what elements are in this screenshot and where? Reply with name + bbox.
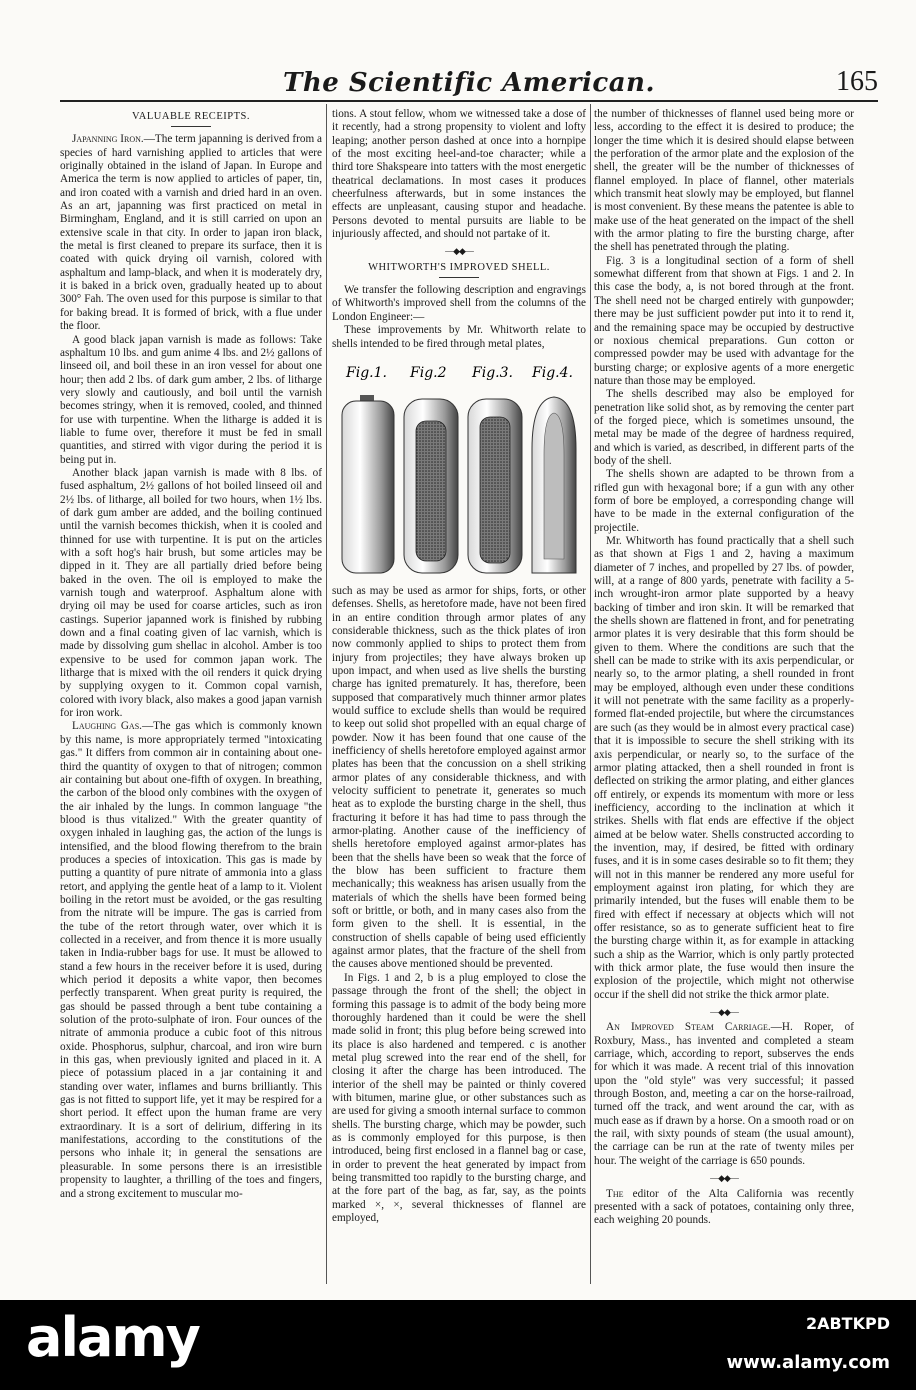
fig3-section <box>468 399 522 573</box>
fig1-shell <box>342 395 394 573</box>
paragraph: tions. A stout fellow, whom we witnessed take a dose of it recently, had a strong propensity to violent and lofty leaping; another person dashed at once into a hornpipe of the most exciting heel-and-toe character; while a third tore Shakspeare into tatters with the most energetic theatrical declamations. In most cases it produces cheerfulness afterwards, but in some instances the effects are unpleasant, causing stupor and headache. Persons devoted to mental pursuits are liable to be injuriously affected, and should not partake of it. <box>332 108 586 241</box>
paragraph: These improvements by Mr. Whitworth relate to shells intended to be fired through metal plates, <box>332 324 586 350</box>
stock-watermark-banner <box>0 1300 916 1390</box>
paragraph: The shells described may also be employed for penetration like solid shot, as by removing the center part of the forged piece, which is sometimes unsound, the metal may be made of the degree of hardness required, and which is varied, as described, in different parts of the body of the shell. <box>594 388 854 467</box>
paragraph: Japanning Iron.—The term japanning is derived from a species of hard varnishing applied to articles that were originally obtained in the island of Japan. In Europe and America the term is now applied to articles of paper, tin, and iron coated with a varnish and dried hard in an oven. As an art, japanning was first practiced on metal in Birmingham, England, and it is still carried on upon an extensive scale in that city. In order to japan iron black, the metal is first cleaned to prepare its surface, then it is coated with quick drying oil varnish, colored with asphaltum and lamp-black, and when it is moderately dry, it is baked in a brick oven, gradually heated up to about 300° Fah. The oven used for this purpose is similar to that for baking bread. It is formed of brick, with a flue under the floor. <box>60 133 323 333</box>
paragraph: Another black japan varnish is made with 8 lbs. of fused asphaltum, 2½ gallons of hot boiled linseed oil and 2½ lbs. of litharge, all boiled for two hours, when 1½ lbs. of dark gum amber are added, and the boiling continued until the varnish becomes thickish, when it is cooled and thinned for use with turpentine. It is put on the articles with a soft hog's hair brush, but some articles may be dipped in it. They are all partially dried before being baked in the oven. The oil is employed to make the varnish tough and waterproof. Asphaltum alone with drying oil may be used for coarse articles, such as iron castings. Superior japanned work is finished by rubbing down and a final coating given of lac varnish, which is made by dissolving gum shellac in alcohol. Amber is too expensive to be used for common japan work. The litharge that is mixed with the oil renders it quick drying by supplying oxygen to it. Common copal varnish, colored with ivory black, also makes a good japan varnish for iron work. <box>60 466 322 720</box>
paragraph: In Figs. 1 and 2, b is a plug employed to close the passage through the front of the shell; the object in forming this passage is to admit of the body being more thoroughly hardened than it could be were the shell made solid in front; this plug before being screwed into its place is also hardened and tempered. c is another metal plug screwed into the rear end of the shell, for closing it after the charge has been introduced. The interior of the shell may be painted or thinly covered with bitumen, marine glue, or other substances such as are used for giving a smooth internal surface to common shells. The bursting charge, which may be powder, such as is commonly employed for this purpose, is then introduced, being first enclosed in a flannel bag or case, in order to prevent the heat generated by impact from being transmitted too rapidly to the bursting charge, and at the fore part of the bag, as far, say, as the points marked ×, ×, several thicknesses of flannel are employed, <box>332 971 586 1224</box>
shell-engraving <box>332 359 586 579</box>
paragraph: Mr. Whitworth has found practically that a shell such as that shown at Figs 1 and 2, having a maximum diameter of 7 inches, and propelled by 27 lbs. of powder, will, at a range of 800 yards, penetrate with facility a 5-inch wrought-iron armor plate supported by a heavy backing of timber and iron skin. It will be remarked that the shells shown are flattened in front, and for penetrating armor plates it is very desirable that this form should be given to them. Where the conditions are such that the shell can be made to strike with its axis perpendicular, or nearly so, to the armor plating, a shell rounded in front may be employed, although even under these conditions it will not penetrate with the same facility as a properly-formed flat-ended projectile, but where the circumstances are such (as they would be in almost every practical case) that it is impossible to secure the shell striking with its axis perpendicular, or nearly so, to the surface of the armor plating attacked, then a shell rounded in front is deflected on striking the armor plating, and either glances off entirely, or expends its momentum with more or less inefficiency, according to the inclination at which it strikes. Shells with flat ends are effective if the object aimed at be below water. Shells constructed according to the invention, may, if desired, be fitted with ordinary fuses, and it is in some cases desirable so to fit them; they will not in this manner be rendered any more useful for employment against iron plating, for which they are primarily intended, but the fuses will enable them to be fired with effect if necessary at objects which will not offer resistance, so as to generate sufficient heat to fire the bursting charge within it, as for example in attacking such a ship as the Warrior, which is only partly protected with thick armor plate, the fuse would then insure the explosion of the projectile, which might not otherwise occur if the shell did not strike the thick armor plate. <box>594 535 854 1001</box>
fig2-section <box>404 399 458 573</box>
column-divider <box>326 104 327 1284</box>
paragraph: The editor of the Alta California was recently presented with a sack of potatoes, containing only three, each weighing 20 pounds. <box>594 1187 854 1227</box>
paragraph: Laughing Gas.—The gas which is commonly known by this name, is more appropriately termed "intoxicating gas." It differs from common air in containing about one-third the quantity of oxygen to that of nitrogen; common air containing but about one-fifth of oxygen. In breathing, the carbon of the blood only combines with the oxygen of the air inhaled by the lungs. In common language "the blood is thus vitalized." With the greater quantity of oxygen inhaled in laughing gas, the action of the lungs is intensified, and the blood flowing therefrom to the brain produces a species of intoxication. This gas is made by putting a quantity of pure nitrate of ammonia into a glass retort, and applying the gentle heat of a lamp to it. Violent boiling in the retort must be avoided, or the gas resulting from the nitrate will be impure. The gas is carried from the tube of the retort through water, over which it is collected in a receiver, and from thence it is more usually taken in India-rubber bags for use. It must be allowed to stand a few hours in the receiver before it is used, during which period it deposits a white vapor, then becomes perfectly transparent. When great purity is required, the gas should be passed through a bent tube containing a solution of the proto-sulphate of iron. Four ounces of the nitrate of ammonia produce a cubic foot of this nitrous oxide. Phosphorus, sulphur, charcoal, and iron wire burn in this gas, when previously ignited and placed in it. A piece of potassium placed in a jar containing it and standing over water, inflames and burns brilliantly. This gas is not fitted to support life, yet it may be respired for a short period. It effect upon the human frame are very extraordinary. It is a sort of delirium, differing in its manifestations, according to the constitutions of the persons who inhale it; in general the sensations are pleasurable. In some persons there is an irresistible propensity to laughter, a thrilling of the toes and fingers, and a strong excitement to muscular mo- <box>60 720 322 1200</box>
publication-title: The Scientific American. <box>282 68 656 98</box>
header-rule <box>60 100 878 102</box>
section-separator: —◆◆— <box>710 1173 738 1184</box>
column-3 <box>594 108 854 1228</box>
column-2 <box>332 108 586 1225</box>
section-separator: —◆◆— <box>710 1007 738 1018</box>
paragraph-lead: Japanning Iron. <box>72 133 144 146</box>
shell-figure <box>332 359 586 579</box>
page-number: 165 <box>836 66 878 97</box>
paragraph: An Improved Steam Carriage.—H. Roper, of Roxbury, Mass., has invented and completed a steam carriage, which, according to report, subserves the ends for which it was made. A recent trial of this innovation upon the "old style" was very successful; it passed through Boston, and, meeting a car on the horse-railroad, turned off the track, and went around the car, with as much ease as if drawn by a horse. On a smooth road or on the rail, with sixty pounds of steam (the usual amount), the carriage can be run at the rate of twenty miles per hour. The weight of the carriage is 650 pounds. <box>594 1021 854 1167</box>
column-1 <box>60 108 322 1201</box>
section-heading-shell: WHITWORTH'S IMPROVED SHELL. <box>368 261 550 273</box>
section-separator: —◆◆— <box>445 246 473 257</box>
image-code: 2ABTKPD <box>805 1314 890 1333</box>
alamy-logo: alamy <box>26 1306 199 1369</box>
paragraph-lead: Laughing Gas. <box>72 720 142 733</box>
masthead <box>60 58 878 98</box>
fig-label: Fig.1. <box>346 364 387 381</box>
section-heading-receipts: VALUABLE RECEIPTS. <box>132 111 250 122</box>
paragraph-lead: The <box>606 1187 624 1200</box>
paragraph: The shells shown are adapted to be thrown from a rifled gun with hexagonal bore; if a gun with any other form of bore be employed, a corresponding change will have to be made in the external configuration of the projectile. <box>594 468 854 534</box>
paragraph: such as may be used as armor for ships, forts, or other defenses. Shells, as heretofore made, have not been fired in an entire condition through armor plates of any considerable thickness, such as the thick plates of iron now commonly applied to ships to protect them from injury from projectiles; they have always broken up upon impact, and when used as live shells the bursting charge has ignited prematurely. It has, therefore, been supposed that comparatively much thinner armor plates would suffice to exclude shells than would be required to keep out solid shot propelled with an equal charge of powder. Now it has been found that one cause of the inefficiency of shells heretofore employed against armor plates has been that the concussion on a shell striking armor plates of any considerable thickness, and with velocity sufficient to penetrate it, generates so much heat as to explode the bursting charge in the shell, thus fracturing it before it has had time to pass through the armor-plating. Another cause of the inefficiency of shells heretofore employed against armor-plates has been that the shells have been so weak that the force of the blow has been sufficient to fracture them mechanically; this weakness has arisen usually from the materials of which the shells have been formed being soft or brittle, or both, and in many cases also from the form given to the shell. It is essential, in the construction of shells capable of being used efficiently against armor plates, that the fracture of the shell from the causes above mentioned should be prevented. <box>332 584 586 971</box>
paragraph: A good black japan varnish is made as follows: Take asphaltum 10 lbs. and gum anime 4 lbs. and 2½ gallons of linseed oil, and boil these in an iron vessel for about one hour; then add 2 lbs. of dark gum amber, 2 lbs. of litharge very slowly and cautiously, and boil until the varnish becomes stringy, when it is removed, cooled, and thinned for use with turpentine. When the litharge is added it is liable to fume over, therefore it must be fed in small quantities, and stirred with vigor during the period it is being put in. <box>60 333 322 466</box>
heading-rule <box>439 277 479 278</box>
paragraph: the number of thicknesses of flannel used being more or less, according to the effect it is desired to produce; the longer the time which it is desired should elapse between the perforation of the armor plate and the explosion of the shell, the greater will be the number of thicknesses of flannel employed. In place of flannel, other materials which transmit heat slowly may be employed, but flannel is most convenient. By these means the patentee is able to make use of the heat generated on the impact of the shell with the armor plating to fire the bursting charge, after the shell has penetrated through the plating. <box>594 108 854 254</box>
site-url: www.alamy.com <box>726 1352 890 1373</box>
heading-rule <box>171 126 211 127</box>
fig-label: Fig.2 <box>410 364 447 381</box>
paragraph-lead: An Improved Steam Carriage. <box>606 1021 771 1034</box>
paragraph: Fig. 3 is a longitudinal section of a form of shell somewhat different from that shown at Figs. 1 and 2. In this case the body, a, is not bored through at the front. The shell need not be charged entirely with gunpowder; there may be just sufficient powder put into it to rend it, and the remaining space may be occupied by destructive or noxious chemical preparations. Gun cotton or compressed powder may be used with advantage for the bursting charge; or explosive agents of a more energetic nature than those may be employed. <box>594 254 854 387</box>
fig-label: Fig.4. <box>532 364 573 381</box>
fig4-shell <box>532 397 576 573</box>
column-divider <box>590 104 591 1284</box>
paragraph: We transfer the following description and engravings of Whitworth's improved shell from the columns of the London Engineer:— <box>332 284 586 323</box>
fig-label: Fig.3. <box>472 364 513 381</box>
